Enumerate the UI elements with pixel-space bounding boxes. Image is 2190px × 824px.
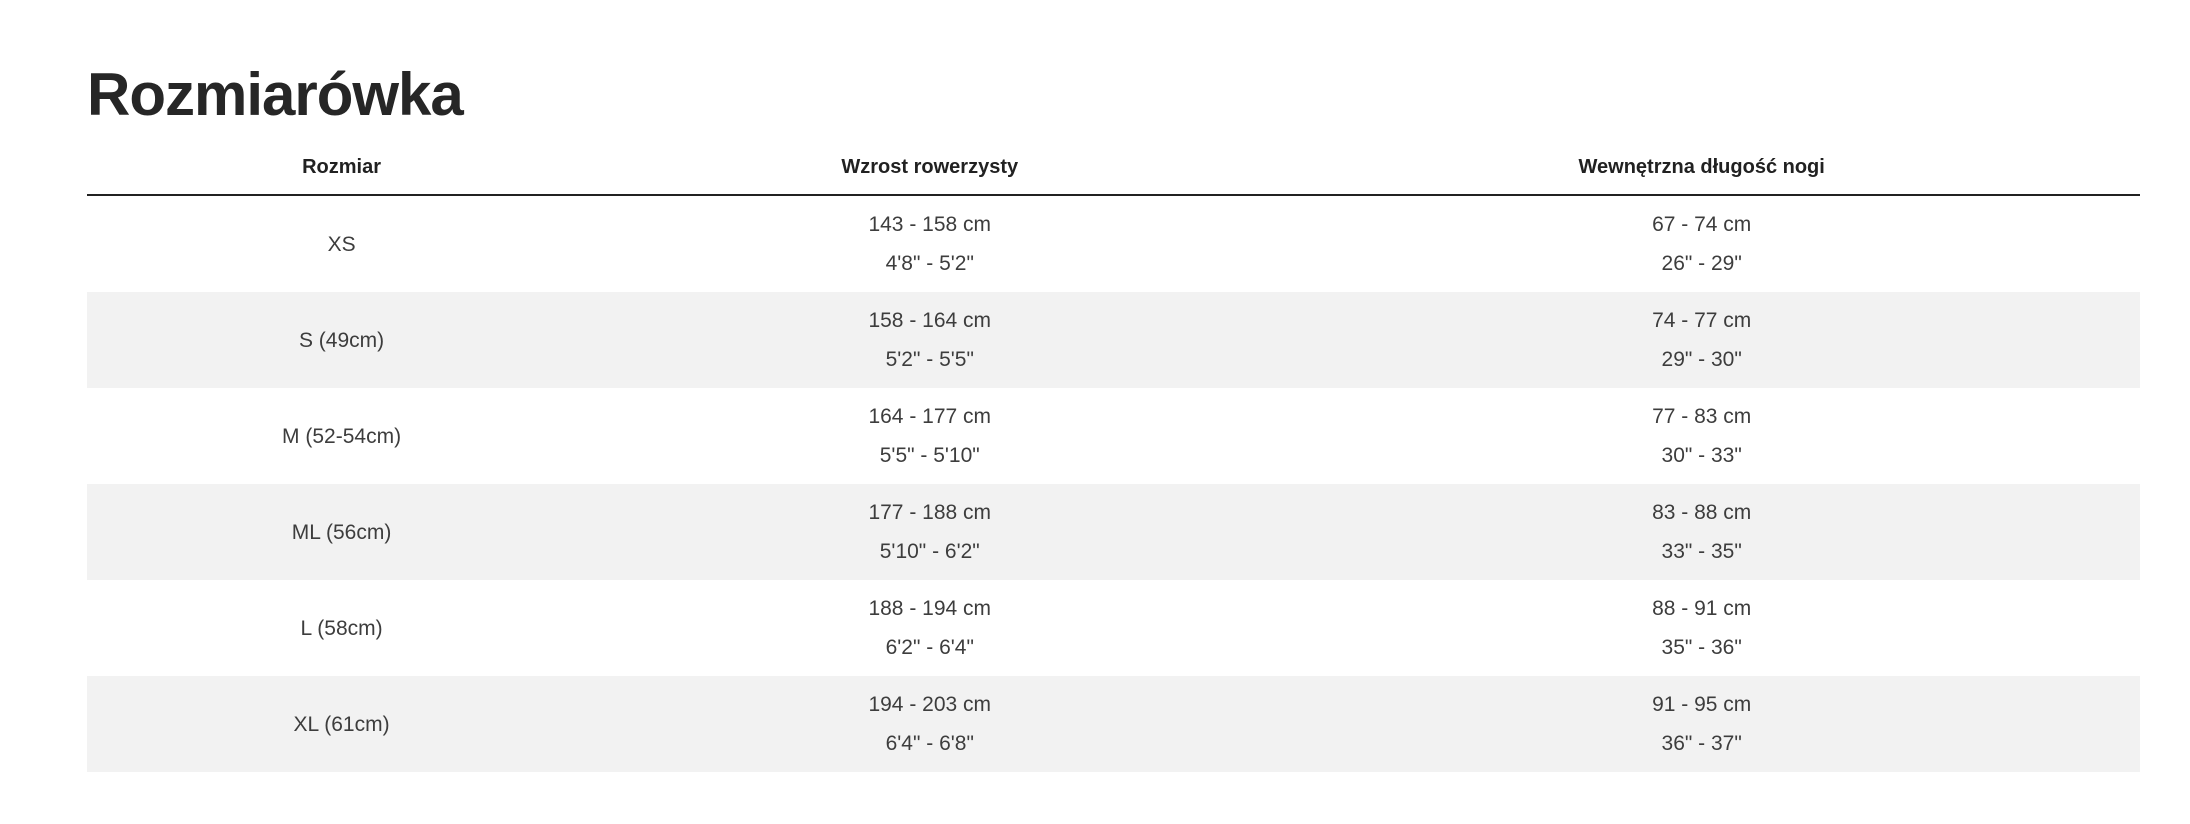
inseam-cell bbox=[1263, 195, 2140, 292]
rider-height-cell bbox=[596, 292, 1263, 388]
table-row bbox=[87, 484, 2140, 580]
table-row bbox=[87, 676, 2140, 772]
size-cell bbox=[87, 292, 596, 388]
cell-value: 77 - 83 cm bbox=[1652, 405, 1752, 428]
rider-height-cell bbox=[596, 195, 1263, 292]
header-row bbox=[87, 156, 2140, 195]
table-row bbox=[87, 292, 2140, 388]
table-row bbox=[87, 580, 2140, 676]
inseam-cell bbox=[1263, 484, 2140, 580]
cell-value: 26" - 29" bbox=[1661, 252, 1742, 275]
cell-value: 164 - 177 cm bbox=[868, 405, 992, 428]
cell-value: 194 - 203 cm bbox=[868, 693, 992, 716]
size-cell bbox=[87, 195, 596, 292]
header-rider-height: Wzrost rowerzysty bbox=[596, 156, 1263, 195]
cell-value: 30" - 33" bbox=[1661, 444, 1742, 467]
rider-height-cell bbox=[596, 676, 1263, 772]
size-cell bbox=[87, 580, 596, 676]
inseam-cell bbox=[1263, 388, 2140, 484]
cell-value: 83 - 88 cm bbox=[1652, 501, 1752, 524]
cell-value: 29" - 30" bbox=[1661, 348, 1742, 371]
cell-value: 5'2" - 5'5" bbox=[885, 348, 974, 371]
size-table-body bbox=[87, 195, 2140, 772]
cell-value: XS bbox=[327, 232, 356, 256]
rider-height-cell bbox=[596, 580, 1263, 676]
cell-value: 143 - 158 cm bbox=[868, 213, 992, 236]
size-table-header bbox=[87, 156, 2140, 195]
cell-value: 177 - 188 cm bbox=[868, 501, 992, 524]
cell-value: 88 - 91 cm bbox=[1652, 597, 1752, 620]
cell-value: 188 - 194 cm bbox=[868, 597, 992, 620]
cell-value: 6'4" - 6'8" bbox=[885, 732, 974, 755]
cell-value: L (58cm) bbox=[300, 616, 383, 640]
cell-value: 5'10" - 6'2" bbox=[879, 540, 980, 563]
cell-value: 35" - 36" bbox=[1661, 636, 1742, 659]
cell-value: 91 - 95 cm bbox=[1652, 693, 1752, 716]
header-size: Rozmiar bbox=[87, 156, 596, 195]
size-cell bbox=[87, 676, 596, 772]
size-cell bbox=[87, 484, 596, 580]
cell-value: M (52-54cm) bbox=[282, 424, 402, 448]
header-inseam: Wewnętrzna długość nogi bbox=[1263, 156, 2140, 195]
inseam-cell bbox=[1263, 292, 2140, 388]
inseam-cell bbox=[1263, 676, 2140, 772]
cell-value: 74 - 77 cm bbox=[1652, 309, 1752, 332]
cell-value: 6'2" - 6'4" bbox=[885, 636, 974, 659]
cell-value: 67 - 74 cm bbox=[1652, 213, 1752, 236]
cell-value: 36" - 37" bbox=[1661, 732, 1742, 755]
cell-value: 158 - 164 cm bbox=[868, 309, 992, 332]
cell-value: ML (56cm) bbox=[291, 520, 392, 544]
cell-value: 33" - 35" bbox=[1661, 540, 1742, 563]
rider-height-cell bbox=[596, 388, 1263, 484]
size-cell bbox=[87, 388, 596, 484]
cell-value: S (49cm) bbox=[298, 328, 385, 352]
cell-value: 5'5" - 5'10" bbox=[879, 444, 980, 467]
cell-value: XL (61cm) bbox=[293, 712, 390, 736]
size-table bbox=[87, 156, 2140, 772]
rider-height-cell bbox=[596, 484, 1263, 580]
cell-value: 4'8" - 5'2" bbox=[885, 252, 974, 275]
table-row bbox=[87, 388, 2140, 484]
size-chart-section bbox=[87, 0, 2140, 772]
page-title: Rozmiarówka bbox=[87, 61, 463, 128]
table-row bbox=[87, 195, 2140, 292]
inseam-cell bbox=[1263, 580, 2140, 676]
